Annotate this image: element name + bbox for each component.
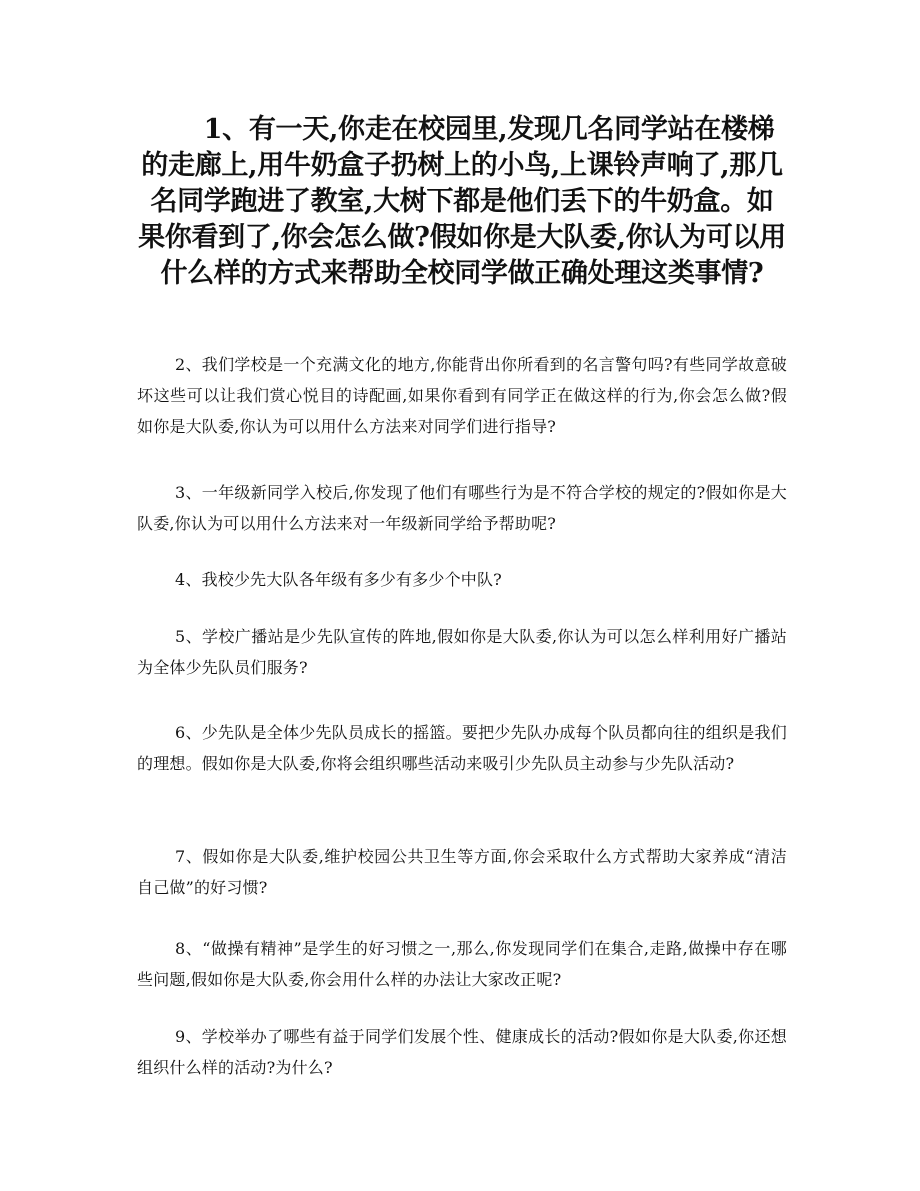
question-9-paragraph: 9、学校举办了哪些有益于同学们发展个性、健康成长的活动?假如你是大队委,你还想组织什么样的活动?为什么? xyxy=(137,1027,787,1077)
question-4-paragraph: 4、我校少先大队各年级有多少有多少个中队? xyxy=(175,570,502,589)
question-7-paragraph: 7、假如你是大队委,维护校园公共卫生等方面,你会采取什么方式帮助大家养成“清洁自己做”的好习惯? xyxy=(137,847,787,897)
question-3-paragraph: 3、一年级新同学入校后,你发现了他们有哪些行为是不符合学校的规定的?假如你是大队委,你认为可以用什么方法来对一年级新同学给予帮助呢? xyxy=(137,483,787,533)
question-2-paragraph: 2、我们学校是一个充满文化的地方,你能背出你所看到的名言警句吗?有些同学故意破坏这些可以让我们赏心悦目的诗配画,如果你看到有同学正在做这样的行为,你会怎么做?假如你是大队委,你认为可以用什么方法来对同学们进行指导? xyxy=(137,355,787,436)
question-8-paragraph: 8、“做操有精神”是学生的好习惯之一,那么,你发现同学们在集合,走路,做操中存在哪些问题,假如你是大队委,你会用什么样的办法让大家改正呢? xyxy=(137,939,787,989)
question-6-paragraph: 6、少先队是全体少先队员成长的摇篮。要把少先队办成每个队员都向往的组织是我们的理想。假如你是大队委,你将会组织哪些活动来吸引少先队员主动参与少先队活动? xyxy=(137,723,787,773)
question-5-paragraph: 5、学校广播站是少先队宣传的阵地,假如你是大队委,你认为可以怎么样利用好广播站为全体少先队员们服务? xyxy=(137,627,787,677)
question-1-heading: 1、有一天,你走在校园里,发现几名同学站在楼梯的走廊上,用牛奶盒子扔树上的小鸟,上课铃声响了,那几名同学跑进了教室,大树下都是他们丢下的牛奶盒。如果你看到了,你会怎么做?假如你是大队委,你认为可以用什么样的方式来帮助全校同学做正确处理这类事情? xyxy=(138,114,786,289)
